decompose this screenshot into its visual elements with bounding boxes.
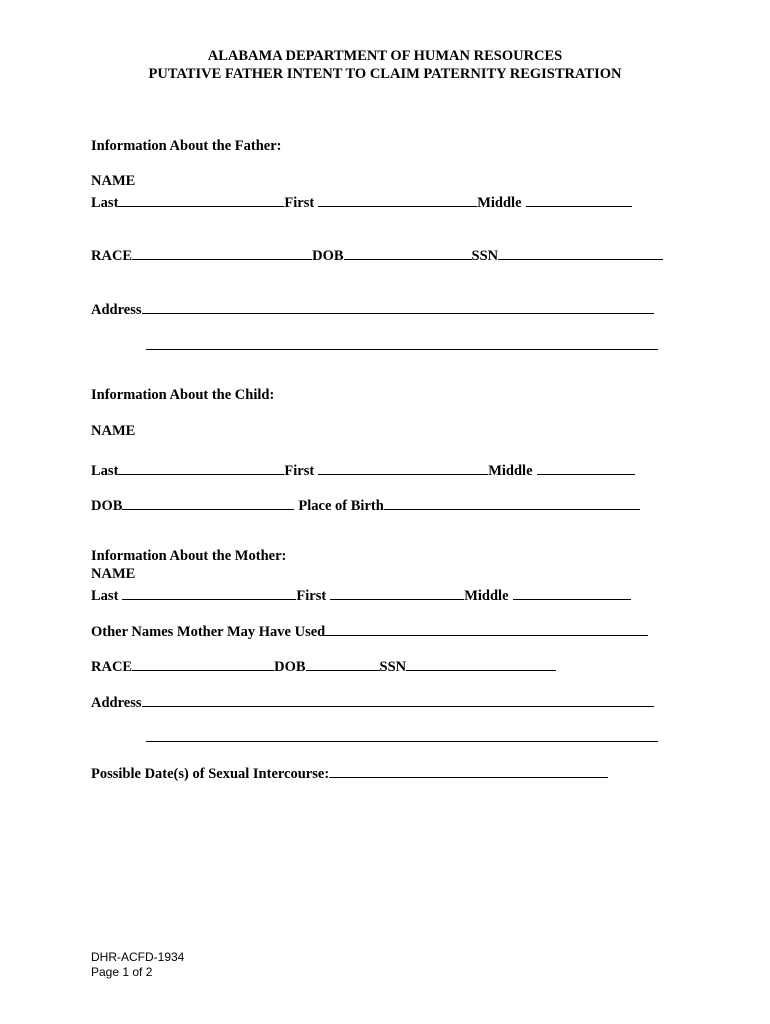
father-name-row xyxy=(91,191,632,212)
father-last-label: Last xyxy=(91,195,119,211)
father-address-field[interactable] xyxy=(142,298,654,314)
mother-ssn-label: SSN xyxy=(379,659,407,675)
mother-dob-label: DOB xyxy=(274,659,306,675)
child-place-of-birth-label: Place of Birth xyxy=(298,498,384,514)
child-place-of-birth-field[interactable] xyxy=(384,494,640,510)
agency-title: ALABAMA DEPARTMENT OF HUMAN RESOURCES xyxy=(207,48,563,64)
mother-race-row xyxy=(91,655,556,676)
father-address-row xyxy=(91,298,654,319)
mother-address-label: Address xyxy=(91,695,142,711)
mother-name-heading: NAME xyxy=(91,566,136,582)
intercourse-field[interactable] xyxy=(329,762,608,778)
child-middle-field[interactable] xyxy=(537,459,635,475)
form-title: PUTATIVE FATHER INTENT TO CLAIM PATERNITY REGISTRATION xyxy=(148,66,622,82)
father-dob-field[interactable] xyxy=(344,244,472,260)
father-name-heading: NAME xyxy=(91,173,136,189)
child-dob-field[interactable] xyxy=(122,494,294,510)
child-first-field[interactable] xyxy=(318,459,488,475)
mother-dob-field[interactable] xyxy=(306,655,380,671)
mother-address-field-2[interactable] xyxy=(146,726,658,742)
mother-other-names-label: Other Names Mother May Have Used xyxy=(91,624,326,640)
mother-race-field[interactable] xyxy=(132,655,274,671)
mother-other-names-field[interactable] xyxy=(325,620,648,636)
father-middle-label: Middle xyxy=(477,195,522,211)
father-address-line-2 xyxy=(146,334,658,355)
mother-race-label: RACE xyxy=(91,659,133,675)
child-last-field[interactable] xyxy=(118,459,284,475)
mother-address-line-2 xyxy=(146,726,658,747)
father-race-row xyxy=(91,244,663,265)
father-last-field[interactable] xyxy=(118,191,284,207)
father-address-field-2[interactable] xyxy=(146,334,658,350)
child-dob-label: DOB xyxy=(91,498,123,514)
father-first-field[interactable] xyxy=(318,191,477,207)
father-ssn-label: SSN xyxy=(471,248,499,264)
form-number: DHR-ACFD-1934 xyxy=(91,950,185,964)
intercourse-label: Possible Date(s) of Sexual Intercourse: xyxy=(91,766,330,782)
father-race-field[interactable] xyxy=(132,244,312,260)
child-last-label: Last xyxy=(91,463,119,479)
father-ssn-field[interactable] xyxy=(498,244,663,260)
mother-address-field[interactable] xyxy=(142,691,654,707)
child-section-title: Information About the Child: xyxy=(91,387,275,403)
father-race-label: RACE xyxy=(91,248,133,264)
child-name-heading: NAME xyxy=(91,423,136,439)
father-first-label: First xyxy=(284,195,315,211)
intercourse-row xyxy=(91,762,608,783)
father-middle-field[interactable] xyxy=(526,191,632,207)
mother-last-label: Last xyxy=(91,588,119,604)
child-first-label: First xyxy=(284,463,315,479)
mother-last-field[interactable] xyxy=(122,584,296,600)
mother-first-field[interactable] xyxy=(330,584,464,600)
father-section-title: Information About the Father: xyxy=(91,138,282,154)
father-address-label: Address xyxy=(91,302,142,318)
father-dob-label: DOB xyxy=(312,248,344,264)
mother-middle-label: Middle xyxy=(464,588,509,604)
child-middle-label: Middle xyxy=(488,463,533,479)
mother-name-row xyxy=(91,584,631,605)
mother-ssn-field[interactable] xyxy=(406,655,556,671)
page-number: Page 1 of 2 xyxy=(91,965,153,979)
child-name-row xyxy=(91,459,635,480)
child-dob-row xyxy=(91,494,640,515)
mother-first-label: First xyxy=(296,588,327,604)
mother-other-names-row xyxy=(91,620,648,641)
mother-middle-field[interactable] xyxy=(513,584,631,600)
mother-section-title: Information About the Mother: xyxy=(91,548,287,564)
mother-address-row xyxy=(91,691,654,712)
